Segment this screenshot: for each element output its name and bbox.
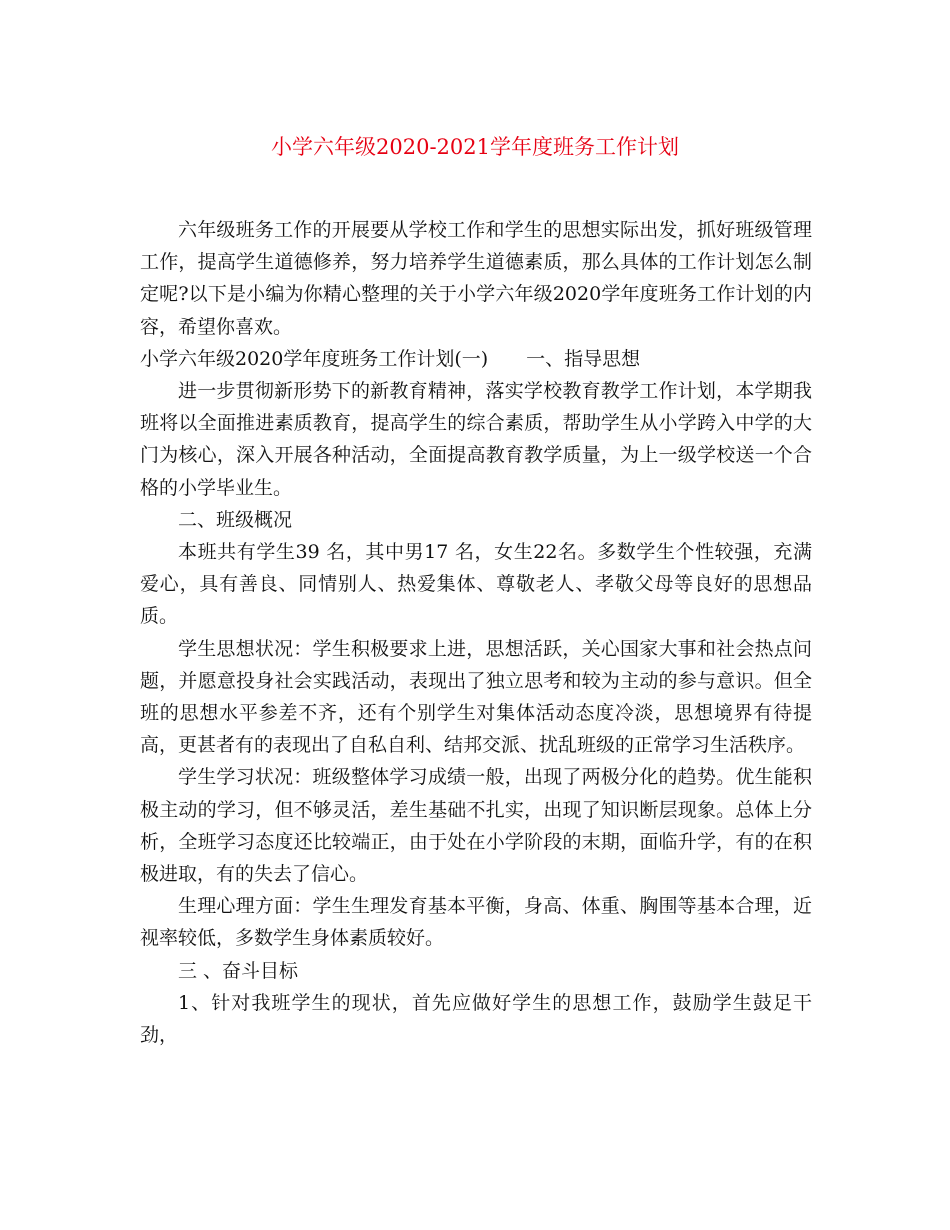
- document-title: 小学六年级2020-2021学年度班务工作计划: [271, 135, 679, 159]
- paragraph-guiding-thought: 进一步贯彻新形势下的新教育精神，落实学校教育教学工作计划，本学期我班将以全面推进素质教育，提高学生的综合素质，帮助学生从小学跨入中学的大门为核心，深入开展各种活动，全面提高教育教学质量，为上一级学校送一个合格的小学毕业生。: [140, 380, 812, 499]
- section-heading-class-overview: 二、班级概况: [178, 508, 293, 531]
- paragraph-intro: 六年级班务工作的开展要从学校工作和学生的思想实际出发，抓好班级管理工作，提高学生道德修养，努力培养学生道德素质，那么具体的工作计划怎么制定呢?以下是小编为你精心整理的关于小学六年级2020学年度班务工作计划的内容，希望你喜欢。: [140, 219, 812, 338]
- paragraph-goal-one: 1、针对我班学生的现状，首先应做好学生的思想工作，鼓励学生鼓足干劲，: [140, 991, 812, 1047]
- paragraph-thought-status: 学生思想状况：学生积极要求上进，思想活跃，关心国家大事和社会热点问题，并愿意投身社会实践活动，表现出了独立思考和较为主动的参与意识。但全班的思想水平参差不齐，还有个别学生对集体活动态度冷淡，思想境界有待提高，更甚者有的表现出了自私自利、结邦交派、扰乱班级的正常学习生活秩序。: [140, 637, 812, 757]
- paragraph-class-overview: 本班共有学生39 名，其中男17 名，女生22名。多数学生个性较强，充满爱心，具有善良、同情别人、热爱集体、尊敬老人、孝敬父母等良好的思想品质。: [140, 541, 812, 628]
- paragraph-study-status: 学生学习状况：班级整体学习成绩一般，出现了两极分化的趋势。优生能积极主动的学习，但不够灵活，差生基础不扎实，出现了知识断层现象。总体上分析，全班学习态度还比较端正，由于处在小学阶段的末期，面临升学，有的在积极进取，有的失去了信心。: [140, 766, 812, 886]
- section-heading-plan-one: 小学六年级2020学年度班务工作计划(一) 一、指导思想: [140, 347, 641, 370]
- document-body: [140, 214, 812, 1051]
- paragraph-physical-mental: 生理心理方面：学生生理发育基本平衡，身高、体重、胸围等基本合理，近视率较低，多数学生身体素质较好。: [140, 895, 812, 950]
- section-heading-goals: 三 、奋斗目标: [178, 959, 299, 982]
